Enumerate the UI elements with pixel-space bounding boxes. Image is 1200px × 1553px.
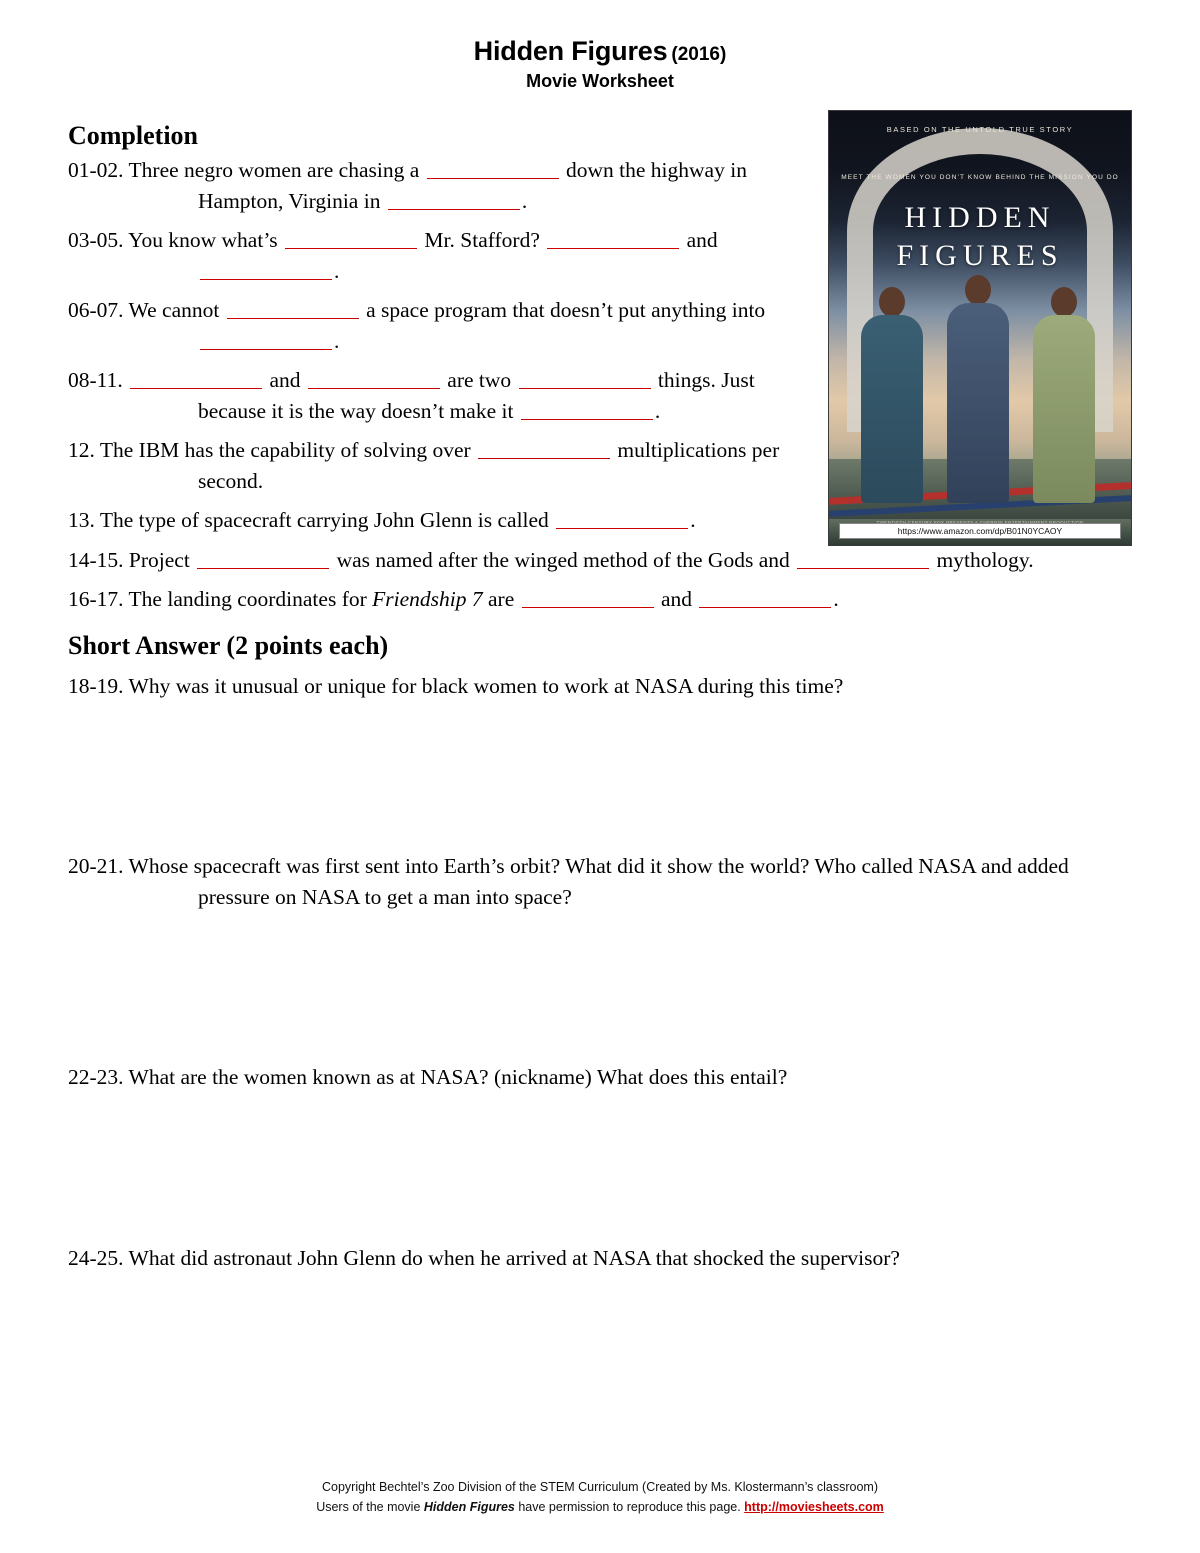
poster-title-line2: FIGURES: [896, 238, 1064, 272]
answer-blank[interactable]: [478, 437, 610, 460]
moviesheets-link[interactable]: http://moviesheets.com: [744, 1499, 884, 1514]
page-footer: [0, 1478, 1200, 1517]
completion-questions-wide: [68, 505, 1132, 615]
question-03-05: [68, 225, 828, 286]
question-text-part: was named after the winged method of the Gods and: [331, 547, 796, 572]
question-text: Why was it unusual or unique for black women to work at NASA during this time?: [128, 673, 844, 698]
question-text-part: things. Just because it is the way doesn’t make it: [198, 368, 755, 423]
answer-blank[interactable]: [197, 546, 329, 569]
title-year: (2016): [671, 44, 727, 65]
question-text-part: mythology.: [931, 547, 1034, 572]
question-08-11: [68, 365, 828, 426]
question-text-part: You know what’s: [128, 228, 284, 253]
question-text: Whose spacecraft was first sent into Earth’s orbit? What did it show the world? Who called NASA and added pressure on NASA to get a man into space?: [128, 854, 1069, 909]
short-answer-questions: [68, 671, 1132, 1274]
question-text-part: .: [690, 508, 696, 533]
question-text: What did astronaut John Glenn do when he arrived at NASA that shocked the supervisor?: [128, 1245, 900, 1270]
question-16-17: [68, 584, 1132, 615]
answer-blank[interactable]: [699, 586, 831, 609]
answer-blank[interactable]: [200, 257, 332, 280]
question-text-part: are: [482, 587, 520, 612]
question-number: 12.: [68, 438, 95, 463]
page-subtitle: Movie Worksheet: [526, 71, 674, 91]
question-text-part: and: [655, 587, 698, 612]
movie-reference: Friendship 7: [372, 587, 483, 612]
page-title: [0, 36, 1200, 67]
question-text-part: .: [654, 398, 661, 423]
permission-text-pre: Users of the movie: [316, 1499, 424, 1514]
question-number: 03-05.: [68, 228, 124, 253]
copyright-line: Copyright Bechtel’s Zoo Division of the STEM Curriculum (Created by Ms. Klostermann’s classroom): [322, 1480, 878, 1495]
movie-title-reference: Hidden Figures: [423, 1499, 515, 1514]
question-text-part: .: [334, 328, 340, 353]
question-text-part: Three negro women are chasing a: [128, 158, 425, 182]
answer-blank[interactable]: [556, 507, 688, 530]
short-answer-heading: Short Answer (2 points each): [68, 630, 389, 660]
question-text-part: The IBM has the capability of solving over: [99, 438, 477, 463]
question-text-part: .: [521, 188, 528, 213]
question-number: 16-17.: [68, 587, 124, 612]
poster-source-url: https://www.amazon.com/dp/B01N0YCAOY: [839, 523, 1121, 539]
poster-tagline: MEET THE WOMEN YOU DON’T KNOW BEHIND THE MISSION YOU DO: [841, 174, 1119, 181]
answer-blank[interactable]: [427, 157, 559, 180]
answer-blank[interactable]: [388, 187, 520, 210]
question-06-07: [68, 295, 828, 356]
question-text-part: are two: [441, 368, 517, 393]
question-number: 20-21.: [68, 854, 124, 879]
document-header: [0, 0, 1200, 92]
completion-questions: [68, 155, 828, 496]
question-number: 01-02.: [68, 158, 124, 182]
question-text: What are the women known as at NASA? (nickname) What does this entail?: [128, 1065, 788, 1090]
question-text-part: .: [334, 258, 340, 283]
question-number: 08-11.: [68, 368, 123, 393]
question-01-02: [68, 155, 828, 216]
question-22-23: [68, 1062, 1132, 1093]
poster-tagline-top: BASED ON THE UNTOLD TRUE STORY: [886, 125, 1074, 134]
answer-blank[interactable]: [519, 367, 651, 390]
question-text-part: We cannot: [128, 298, 225, 323]
answer-blank[interactable]: [547, 227, 679, 250]
question-text-part: down the highway in Hampton, Virginia in: [198, 158, 747, 213]
question-text-part: .: [833, 587, 839, 612]
question-number: 13.: [68, 508, 95, 533]
question-14-15: [68, 545, 1132, 576]
question-text-part: Mr. Stafford?: [419, 228, 546, 253]
question-13: [68, 505, 1132, 536]
question-text-part: The landing coordinates for: [128, 587, 373, 612]
title-text: Hidden Figures: [473, 36, 668, 66]
answer-blank[interactable]: [522, 586, 654, 609]
question-24-25: [68, 1243, 1132, 1274]
answer-blank[interactable]: [308, 367, 440, 390]
question-number: 24-25.: [68, 1245, 124, 1270]
question-text-part: Project: [128, 547, 196, 572]
answer-blank[interactable]: [285, 227, 417, 250]
permission-text-post: have permission to reproduce this page.: [514, 1499, 745, 1514]
answer-blank[interactable]: [200, 327, 332, 350]
question-20-21: [68, 851, 1132, 912]
worksheet-body: [68, 105, 1132, 1423]
question-number: 22-23.: [68, 1065, 124, 1090]
answer-blank[interactable]: [130, 367, 262, 390]
question-number: 06-07.: [68, 298, 124, 323]
question-12: [68, 435, 828, 496]
question-text-part: a space program that doesn’t put anything into: [360, 298, 766, 323]
question-text-part: The type of spacecraft carrying John Glenn is called: [99, 508, 555, 533]
question-text-part: and: [681, 228, 718, 253]
answer-blank[interactable]: [521, 397, 653, 420]
completion-heading: Completion: [68, 121, 198, 150]
question-text-part: multiplications per second.: [198, 438, 780, 493]
question-18-19: [68, 671, 1132, 702]
answer-blank[interactable]: [227, 297, 359, 320]
permission-line: [0, 1498, 1200, 1517]
question-number: 18-19.: [68, 673, 124, 698]
question-text-part: and: [264, 368, 306, 393]
poster-title-line1: HIDDEN: [904, 201, 1056, 234]
answer-blank[interactable]: [797, 546, 929, 569]
question-number: 14-15.: [68, 547, 124, 572]
